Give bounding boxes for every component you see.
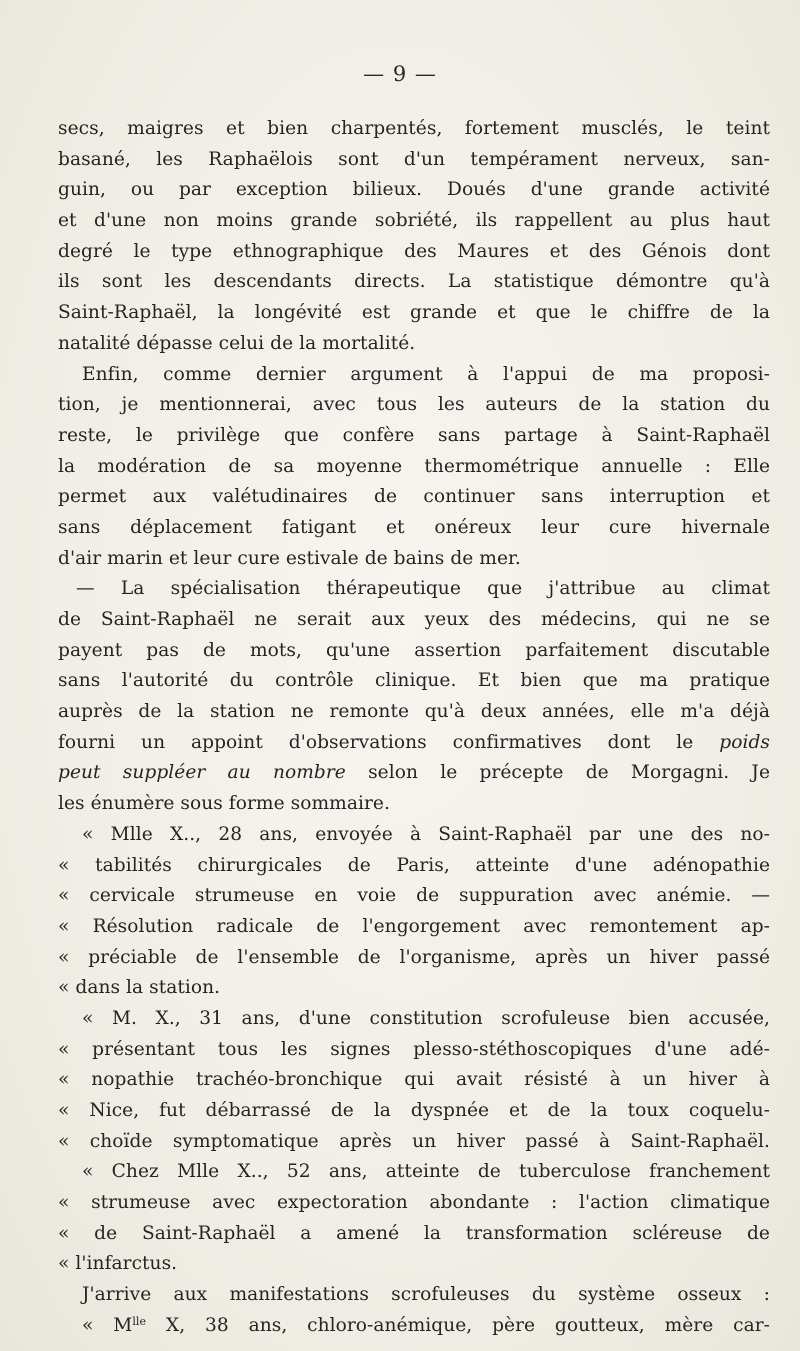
- text-line: natalité dépasse celui de la mortalité.: [58, 332, 416, 354]
- text-line: « tabilités chirurgicales de Paris, atteinte d'une adénopathie: [58, 854, 770, 876]
- text-line: J'arrive aux manifestations scrofuleuses du système osseux :: [82, 1284, 770, 1306]
- italic-phrase: peut suppléer au nombre: [58, 762, 346, 784]
- italic-phrase: poids: [719, 731, 770, 753]
- text-line: payent pas de mots, qu'une assertion parfaitement discutable: [58, 639, 770, 661]
- text-line: Saint-Raphaël, la longévité est grande et que le chiffre de la: [58, 302, 770, 324]
- text-line: « l'infarctus.: [58, 1253, 178, 1275]
- text-line: « Mlle X.., 28 ans, envoyée à Saint-Raphaël par une des no-: [82, 823, 770, 845]
- body-text: [58, 114, 770, 1342]
- text-line: [58, 758, 770, 789]
- text-line: « nopathie trachéo-bronchique qui avait résisté à un hiver à: [58, 1069, 770, 1091]
- text-line: sans l'autorité du contrôle clinique. Et bien que ma pratique: [58, 670, 770, 692]
- text-line: « de Saint-Raphaël a amené la transformation scléreuse de: [58, 1222, 770, 1244]
- text-line: [58, 1311, 770, 1342]
- text-line: degré le type ethnographique des Maures et des Génois dont: [58, 240, 770, 262]
- text-line: la modération de sa moyenne thermométrique annuelle : Elle: [58, 455, 770, 477]
- text-segment: fourni un appoint d'observations confirmatives dont le: [58, 731, 694, 753]
- text-line: « préciable de l'ensemble de l'organisme, après un hiver passé: [58, 946, 770, 968]
- text-line: « strumeuse avec expectoration abondante : l'action climatique: [58, 1192, 770, 1214]
- text-line: « Résolution radicale de l'engorgement avec remontement ap-: [58, 915, 770, 937]
- text-segment: X, 38 ans, chloro-anémique, père goutteux, mère car-: [165, 1314, 771, 1336]
- text-line: permet aux valétudinaires de continuer sans interruption et: [58, 486, 770, 508]
- text-line: « Nice, fut débarrassé de la dyspnée et de la toux coquelu-: [58, 1100, 770, 1121]
- text-line: guin, ou par exception bilieux. Doués d'une grande activité: [58, 179, 770, 201]
- text-line: ils sont les descendants directs. La statistique démontre qu'à: [58, 271, 770, 293]
- text-line: secs, maigres et bien charpentés, fortement musclés, le teint: [58, 118, 770, 139]
- page-number: — 9 —: [363, 62, 437, 86]
- text-line: « choïde symptomatique après un hiver passé à Saint-Raphaël.: [58, 1130, 770, 1152]
- text-line: tion, je mentionnerai, avec tous les auteurs de la station du: [58, 394, 770, 416]
- superscript: lle: [132, 1314, 147, 1328]
- text-line: de Saint-Raphaël ne serait aux yeux des médecins, qui ne se: [58, 609, 770, 630]
- text-segment: « M: [82, 1314, 133, 1336]
- text-line: « Chez Mlle X.., 52 ans, atteinte de tuberculose franchement: [82, 1161, 770, 1183]
- text-segment: selon le précepte de Morgagni. Je: [368, 762, 770, 784]
- text-line: d'air marin et leur cure estivale de bains de mer.: [58, 547, 521, 569]
- text-line: auprès de la station ne remonte qu'à deux années, elle m'a déjà: [58, 701, 770, 723]
- text-line: et d'une non moins grande sobriété, ils rappellent au plus haut: [58, 210, 770, 232]
- text-line: Enfin, comme dernier argument à l'appui de ma proposi-: [82, 363, 770, 385]
- text-line: « cervicale strumeuse en voie de suppuration avec anémie. —: [58, 885, 770, 907]
- text-line: reste, le privilège que confère sans partage à Saint-Raphaël: [58, 424, 770, 446]
- text-line: — La spécialisation thérapeutique que j'attribue au climat: [76, 578, 770, 600]
- text-line: « M. X., 31 ans, d'une constitution scrofuleuse bien accusée,: [82, 1007, 770, 1029]
- text-line: sans déplacement fatigant et onéreux leur cure hivernale: [58, 516, 770, 538]
- text-line: les énumère sous forme sommaire.: [58, 793, 390, 815]
- text-line: [58, 728, 770, 759]
- text-line: basané, les Raphaëlois sont d'un tempérament nerveux, san-: [58, 148, 770, 170]
- text-line: « présentant tous les signes plesso-stéthoscopiques d'une adé-: [58, 1038, 770, 1060]
- text-line: « dans la station.: [58, 977, 221, 999]
